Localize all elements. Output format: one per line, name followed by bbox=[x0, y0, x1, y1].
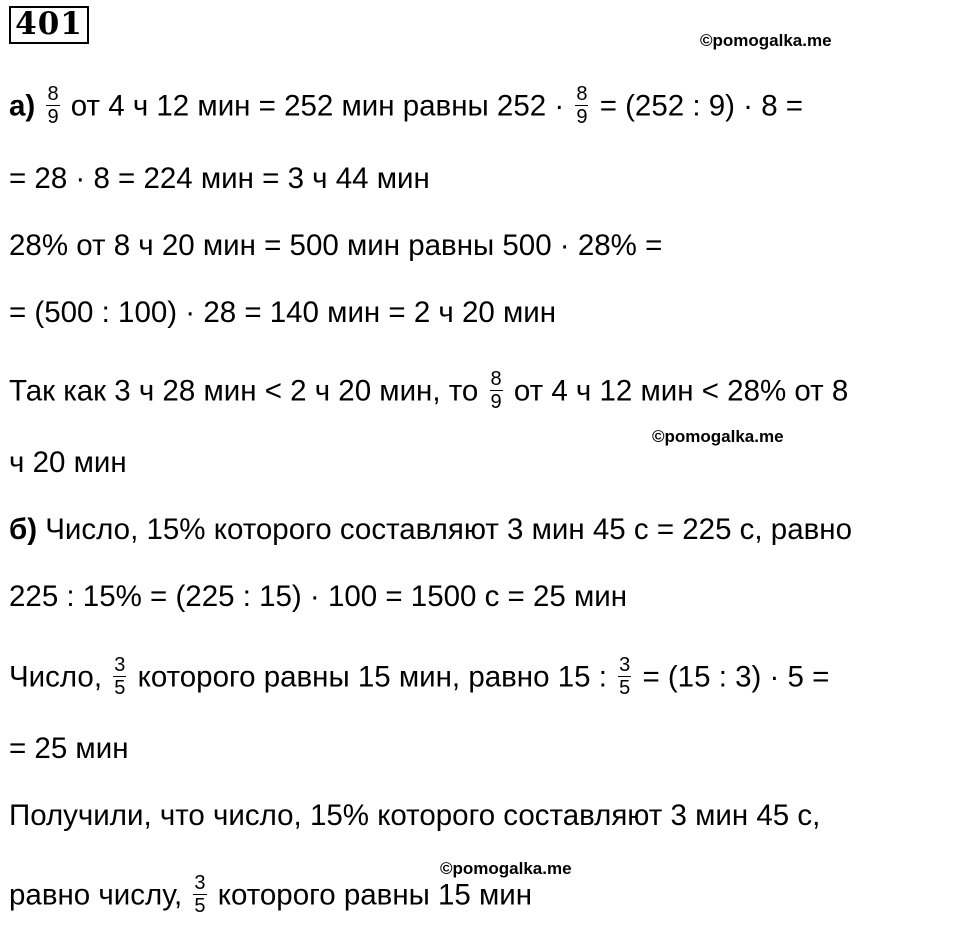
part-label-b: б) bbox=[9, 513, 38, 546]
line-text: которого равны 15 мин bbox=[217, 878, 533, 912]
solution-line-11: Получили, что число, 15% которого составляют 3 мин 45 с, bbox=[9, 799, 821, 832]
solution-line-10: = 25 мин bbox=[9, 732, 129, 765]
line-text: Так как 3 ч 28 мин < 2 ч 20 мин, то bbox=[9, 374, 479, 408]
solution-line-2: = 28 · 8 = 224 мин = 3 ч 44 мин bbox=[9, 162, 430, 195]
watermark: ©pomogalka.me bbox=[700, 31, 832, 50]
line-text: = (15 : 3) · 5 = bbox=[642, 660, 830, 694]
solution-line-9 bbox=[9, 656, 829, 701]
line-text: от 4 ч 12 мин < 28% от 8 bbox=[513, 374, 849, 408]
solution-line-8: 225 : 15% = (225 : 15) · 100 = 1500 с = 25 мин bbox=[9, 580, 628, 613]
part-label-a: а) bbox=[9, 89, 36, 123]
task-number-box: 401 bbox=[9, 6, 89, 44]
line-text: от 4 ч 12 мин = 252 мин равны 252 · bbox=[70, 89, 565, 123]
solution-line-12 bbox=[9, 874, 532, 919]
fraction: $\frac{8}{9}$ bbox=[576, 83, 588, 128]
watermark: ©pomogalka.me bbox=[652, 427, 784, 446]
fraction: $\frac{8}{9}$ bbox=[490, 368, 502, 413]
line-text: равно числу, bbox=[9, 878, 183, 912]
solution-line-1 bbox=[9, 85, 803, 130]
line-text: Число, bbox=[9, 660, 103, 694]
line-text: Число, 15% которого составляют 3 мин 45 с = 225 с, равно bbox=[45, 513, 852, 546]
fraction: $\frac{3}{5}$ bbox=[114, 654, 126, 699]
solution-line-5 bbox=[9, 370, 848, 415]
line-text: = (252 : 9) · 8 = bbox=[599, 89, 804, 123]
fraction: $\frac{8}{9}$ bbox=[47, 83, 59, 128]
line-text: которого равны 15 мин, равно 15 : bbox=[137, 660, 607, 694]
fraction: $\frac{3}{5}$ bbox=[619, 654, 631, 699]
solution-line-7 bbox=[9, 513, 852, 547]
fraction: $\frac{3}{5}$ bbox=[194, 872, 206, 917]
solution-line-6: ч 20 мин bbox=[9, 446, 127, 479]
watermark: ©pomogalka.me bbox=[440, 859, 572, 878]
solution-line-4: = (500 : 100) · 28 = 140 мин = 2 ч 20 мин bbox=[9, 296, 557, 329]
solution-line-3: 28% от 8 ч 20 мин = 500 мин равны 500 · 28% = bbox=[9, 229, 663, 262]
